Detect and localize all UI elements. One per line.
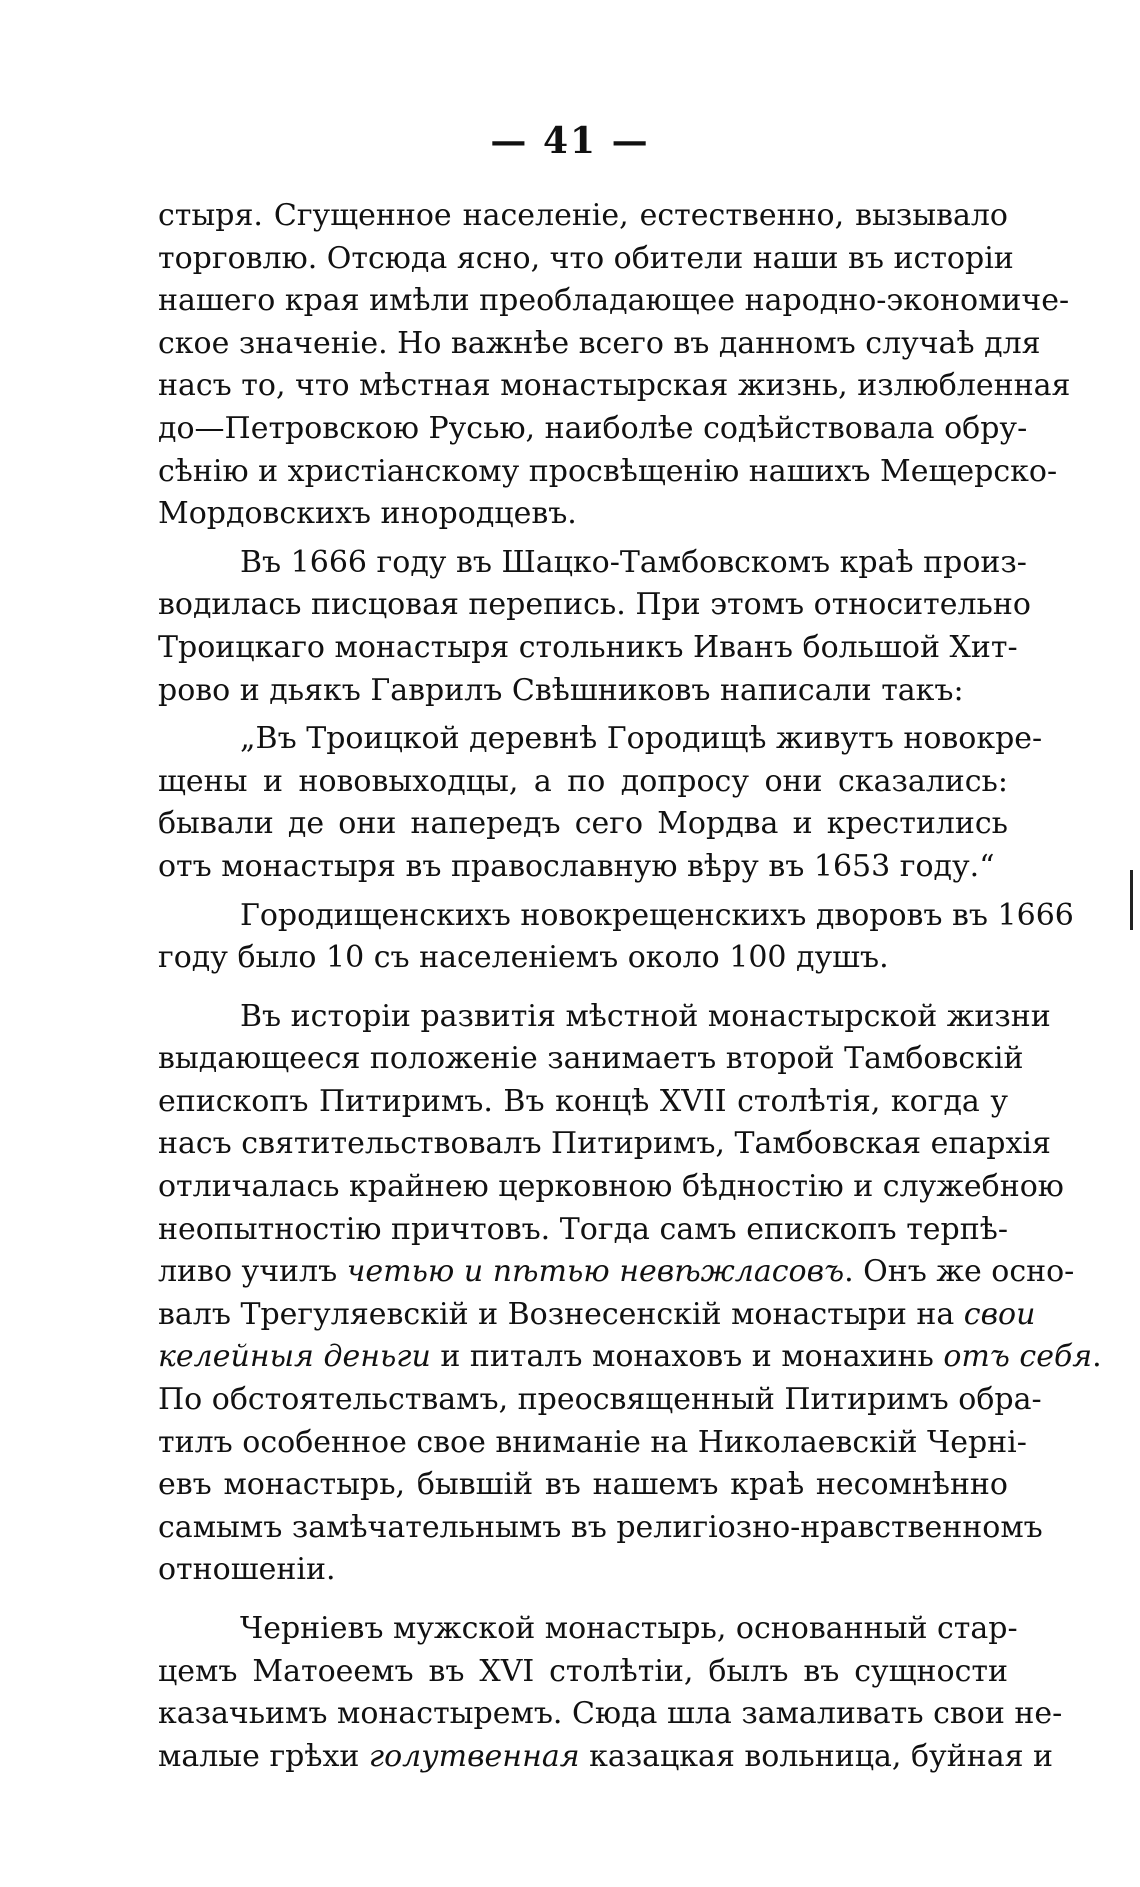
text-line [158, 895, 1074, 938]
text-run: неопытностію причтовъ. Тогда самъ епископъ терпѣ- [158, 1211, 1008, 1247]
text-line [158, 1608, 1018, 1651]
text-line [158, 1549, 1008, 1592]
text-line [158, 1693, 1063, 1736]
text-run: рово и дьякъ Гаврилъ Свѣшниковъ написали такъ: [158, 672, 964, 708]
text-line [158, 1251, 1075, 1294]
text-run: отношеніи. [158, 1552, 336, 1588]
text-run: стыря. Сгущенное населеніе, естественно, вызывало [158, 198, 1008, 233]
text-line [158, 365, 1071, 408]
text-line [158, 280, 1070, 323]
text-run: Черніевъ мужской монастырь, основанный стар- [240, 1611, 1018, 1646]
text-line [158, 761, 1008, 804]
text-run: малые грѣхи [158, 1738, 369, 1774]
text-line [158, 846, 1008, 889]
text-run: тилъ особенное свое вниманіе на Николаевскій Черні- [158, 1424, 1027, 1460]
text-line [158, 1507, 1043, 1550]
text-line [158, 1651, 1008, 1694]
text-run: отъ монастыря въ православную вѣру въ 1653 году.“ [158, 848, 995, 884]
text-run: По обстоятельствамъ, преосвященный Питиримъ обра- [158, 1382, 1042, 1418]
page-number: — 41 — [490, 120, 650, 162]
text-run: до—Петровскою Русью, наиболѣе содѣйствовала обру- [158, 410, 1028, 446]
italic-run: голутвенная [368, 1738, 580, 1774]
text-run: выдающееся положеніе занимаетъ второй Тамбовскій [158, 1041, 1024, 1077]
text-run: казачьимъ монастыремъ. Сюда шла замаливать свои не- [158, 1696, 1063, 1732]
text-run: году было 10 съ населеніемъ около 100 душъ. [158, 940, 889, 976]
text-run: казацкая вольница, буйная и [579, 1738, 1054, 1774]
text-line [158, 408, 1028, 451]
text-run: епископъ Питиримъ. Въ концѣ XVII столѣтія, когда у [158, 1083, 1008, 1119]
text-run: сѣнію и христіанскому просвѣщенію нашихъ Мещерско- [158, 453, 1058, 489]
text-run: самымъ замѣчательнымъ въ религіозно-нравственномъ [158, 1509, 1043, 1545]
scan-edge-mark [1130, 870, 1133, 930]
text-line [158, 1464, 1008, 1507]
text-run: Въ исторіи развитія мѣстной монастырской жизни [240, 998, 1051, 1034]
text-line [158, 718, 1043, 761]
text-line [158, 584, 1031, 627]
text-run: отличалась крайнею церковною бѣдностію и служебною [158, 1169, 1064, 1205]
text-line [158, 493, 1008, 536]
paragraph [158, 542, 1031, 712]
italic-run: келейныя деньги [158, 1339, 431, 1375]
text-run: цемъ Матоеемъ въ XVI столѣтіи, былъ въ сущности [158, 1653, 1008, 1689]
text-line [158, 1336, 1102, 1379]
text-line [158, 238, 1014, 281]
text-line [158, 1379, 1042, 1422]
text-run: ское значеніе. Но важнѣе всего въ данномъ случаѣ для [158, 325, 1041, 361]
text-line [158, 542, 1027, 585]
paragraph [158, 718, 1043, 888]
paragraph [158, 895, 1074, 980]
text-run: водилась писцовая перепись. При этомъ относительно [158, 587, 1031, 623]
text-run: насъ святительствовалъ Питиримъ, Тамбовская епархія [158, 1126, 1051, 1162]
text-line [158, 1422, 1027, 1465]
text-line [158, 1081, 1008, 1124]
text-run: нашего края имѣли преобладающее народно-экономиче- [158, 283, 1070, 319]
text-run: торговлю. Отсюда ясно, что обители наши въ исторіи [158, 240, 1014, 276]
body-text [158, 195, 1102, 1778]
paragraph [158, 1608, 1063, 1778]
text-run: валъ Трегуляевскій и Вознесенскій монастыри на [158, 1296, 964, 1332]
text-line [158, 1736, 1054, 1779]
text-run: „Въ Троицкой деревнѣ Городищѣ живутъ новокре- [240, 721, 1043, 757]
text-line [158, 195, 1008, 238]
text-run: Троицкаго монастыря стольникъ Иванъ большой Хит- [158, 629, 1018, 665]
text-run: . Онъ же осно- [844, 1254, 1075, 1290]
text-run: бывали де они напередъ сего Мордва и крестились [158, 806, 1008, 842]
text-line [158, 996, 1051, 1039]
italic-run: свои [963, 1296, 1036, 1332]
text-line [158, 323, 1041, 366]
text-run: ливо училъ [158, 1254, 347, 1290]
text-line [158, 1166, 1064, 1209]
text-run: Мордовскихъ инородцевъ. [158, 496, 577, 532]
text-line [158, 627, 1018, 670]
paragraph [158, 195, 1071, 536]
italic-run: четью и пѣтью невѣжласовъ [346, 1254, 845, 1290]
text-run: щены и нововыходцы, а по допросу они сказались: [158, 763, 1008, 799]
text-run: насъ то, что мѣстная монастырская жизнь, излюбленная [158, 368, 1071, 404]
text-line [158, 1294, 1036, 1337]
italic-run: отъ себя [943, 1339, 1093, 1375]
paragraph [158, 996, 1102, 1592]
text-line [158, 1123, 1051, 1166]
text-run: евъ монастырь, бывшій въ нашемъ краѣ несомнѣнно [158, 1467, 1008, 1503]
text-line [158, 803, 1008, 846]
text-run: . [1092, 1339, 1102, 1375]
text-line [158, 1209, 1008, 1252]
text-line [158, 670, 1008, 713]
text-line [158, 937, 1008, 980]
text-run: и питалъ монаховъ и монахинь [430, 1339, 944, 1375]
text-run: Городищенскихъ новокрещенскихъ дворовъ въ 1666 [240, 897, 1074, 933]
text-line [158, 1038, 1024, 1081]
text-line [158, 451, 1058, 494]
text-run: Въ 1666 году въ Шацко-Тамбовскомъ краѣ произ- [240, 544, 1027, 580]
